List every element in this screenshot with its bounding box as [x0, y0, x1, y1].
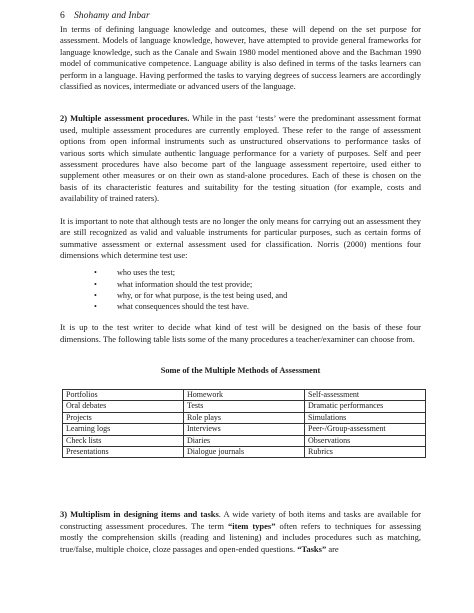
page-number: 6 [60, 10, 65, 21]
table-cell: Presentations [63, 446, 184, 457]
table-cell: Simulations [305, 412, 426, 423]
table-cell: Observations [305, 435, 426, 446]
section-3-heading: 3) Multiplism in designing items and tasks [60, 509, 219, 520]
term-item-types: “item types” [228, 520, 276, 531]
paragraph-multiplism [60, 509, 421, 555]
section-3-text-c: are [326, 543, 339, 554]
table-cell: Learning logs [63, 424, 184, 435]
table-row [63, 412, 426, 423]
table-row [63, 401, 426, 412]
paragraph-test-writer: It is up to the test writer to decide what kind of test will be designed on the basis of these four dimensions. The following table lists some of the many procedures a teacher/examiner can choose from. [60, 322, 421, 344]
table-cell: Check lists [63, 435, 184, 446]
paragraph-language-knowledge: In terms of defining language knowledge and outcomes, these will depend on the set purpose for assessment. Models of language knowledge, however, have attempted to provide general frameworks for language knowledge, such as the Canale and Swain 1980 model mentioned above and the Bachman 1990 model of communicative competence. Language ability is also defined in terms of the tasks learners can perform in a language. Having performed the tasks to varying degrees of success learners are accordingly classified as novices, intermediate or advanced users of the language. [60, 24, 421, 92]
assessment-methods-table [62, 389, 426, 458]
table-title: Some of the Multiple Methods of Assessment [160, 365, 321, 375]
table-cell: Dramatic performances [305, 401, 426, 412]
list-item: • who uses the test; [60, 267, 421, 278]
document-page [60, 10, 421, 555]
table-row [63, 389, 426, 400]
table-cell: Projects [63, 412, 184, 423]
table-cell: Portfolios [63, 389, 184, 400]
table-cell: Peer-/Group-assessment [305, 424, 426, 435]
paragraph-test-use: It is important to note that although tests are no longer the only means for carrying out an assessment they are still recognized as valid and valuable instruments for particular purposes, such as certain forms of summative assessment or external assessment used for classification. Norris (2000) mentions four dimensions which determine test use: [60, 215, 421, 260]
table-cell: Self-assessment [305, 389, 426, 400]
section-2-text: While in the past ‘tests’ were the predominant assessment format used, multiple assessment procedures are currently employed. These refer to the range of assessment options from open informal instruments such as unstructured observations to performance tasks of various sorts which simulate authentic language performance for a variety of purposes. Self and peer assessment procedures have also become part of the language assessment repertoire, used either to supplement other measures or on their own as stand-alone procedures. Each of these is chosen on the basis of its characteristic features and suitability for the testing situation (for example, costs and availability of trained raters). [60, 113, 422, 204]
table-cell: Diaries [184, 435, 305, 446]
table-cell: Tests [184, 401, 305, 412]
running-head: Shohamy and Inbar [74, 10, 150, 21]
list-item: • what consequences should the test have. [60, 301, 421, 312]
list-item: • why, or for what purpose, is the test being used, and [60, 290, 421, 301]
table-cell: Rubrics [305, 446, 426, 457]
table-cell: Oral debates [63, 401, 184, 412]
table-cell: Role plays [184, 412, 305, 423]
page-header [60, 10, 421, 22]
table-cell: Dialogue journals [184, 446, 305, 457]
list-item: • what information should the test provide; [60, 279, 421, 290]
section-3-text-a: . A wide variety of both items and tasks are available for constructing assessment procedures. The term [60, 509, 421, 531]
test-use-dimensions-list [60, 267, 421, 312]
term-tasks: “Tasks” [297, 543, 327, 554]
table-cell: Homework [184, 389, 305, 400]
paragraph-multiple-assessment [60, 113, 421, 204]
table-cell: Interviews [184, 424, 305, 435]
table-row [63, 424, 426, 435]
section-2-heading: 2) Multiple assessment procedures. [60, 113, 190, 124]
table-row [63, 435, 426, 446]
table-row [63, 446, 426, 457]
section-3-text-b: often refers to techniques for assessing mostly the comprehension skills (reading and listening) and includes procedures such as matching, true/false, multiple choice, cloze passages and open-ended questions. [60, 520, 421, 554]
